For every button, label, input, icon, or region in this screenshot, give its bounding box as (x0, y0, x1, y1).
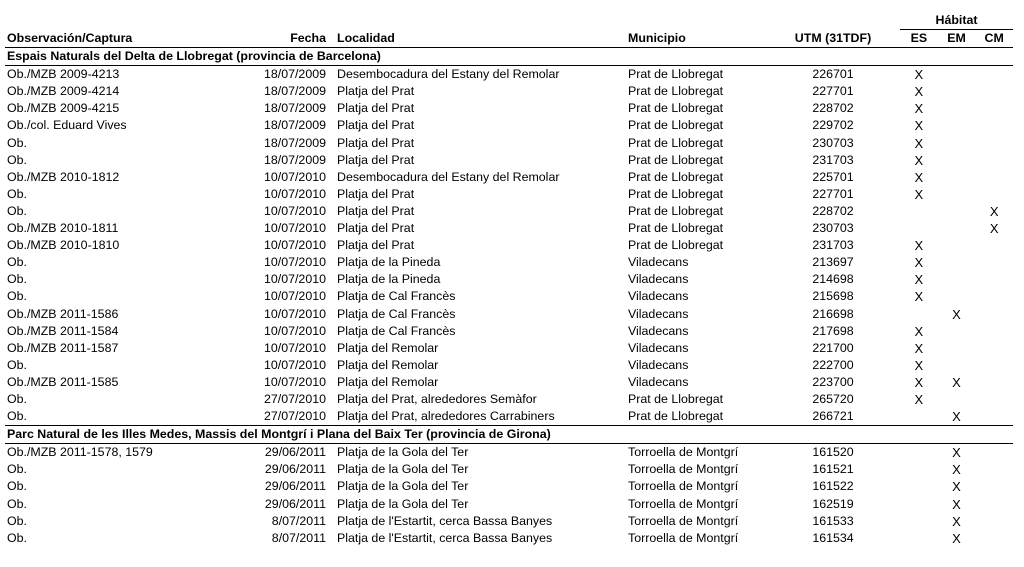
cell-cm (975, 186, 1013, 203)
cell-cm (975, 100, 1013, 117)
cell-utm: 223700 (812, 374, 854, 389)
cell-em: X (952, 513, 961, 529)
cell-municipio: Prat de Llobregat (628, 186, 724, 201)
cell-fecha: 29/06/2011 (264, 462, 326, 477)
cell-municipio: Viladecans (628, 374, 689, 389)
table-row (5, 444, 1013, 462)
table-row (5, 203, 1013, 220)
cell-utm: 226701 (812, 67, 854, 82)
table-row (5, 374, 1013, 391)
cell-es: X (914, 101, 924, 117)
cell-fecha: 18/07/2009 (263, 67, 326, 82)
cell-cm: X (989, 221, 999, 237)
table-row (5, 496, 1013, 513)
cell-utm: 230703 (812, 221, 854, 236)
cell-em (938, 203, 976, 220)
cell-em: X (952, 445, 961, 461)
cell-fecha: 10/07/2010 (263, 357, 326, 372)
cell-observacion: Ob./MZB 2009-4213 (7, 67, 120, 82)
cell-fecha: 8/07/2011 (271, 513, 326, 528)
cell-fecha: 18/07/2009 (263, 118, 326, 133)
cell-municipio: Prat de Llobregat (628, 101, 724, 116)
cell-cm (975, 444, 1013, 462)
cell-municipio: Prat de Llobregat (628, 67, 724, 82)
cell-utm: 231703 (812, 152, 854, 167)
cell-fecha: 10/07/2010 (263, 255, 326, 270)
cell-cm (975, 117, 1013, 134)
cell-es (900, 478, 938, 495)
cell-localidad: Platja de la Gola del Ter (337, 479, 469, 494)
cell-municipio: Torroella de Montgrí (628, 496, 739, 511)
cell-es: X (914, 84, 924, 100)
cell-utm: 215698 (812, 289, 854, 304)
cell-es: X (914, 357, 924, 373)
cell-localidad: Platja del Prat (337, 203, 415, 218)
cell-cm (975, 513, 1013, 530)
cell-em (938, 340, 976, 357)
cell-es: X (914, 323, 924, 339)
cell-fecha: 8/07/2011 (271, 530, 326, 545)
cell-municipio: Viladecans (628, 272, 689, 287)
cell-es (900, 496, 938, 513)
cell-es: X (914, 169, 924, 185)
cell-es: X (914, 340, 924, 356)
table-row (5, 288, 1013, 305)
cell-municipio: Viladecans (628, 323, 689, 338)
cell-observacion: Ob. (7, 513, 27, 528)
cell-observacion: Ob./MZB 2009-4214 (7, 84, 120, 99)
cell-cm (975, 169, 1013, 186)
cell-fecha: 10/07/2010 (263, 289, 326, 304)
cell-em: X (952, 479, 961, 495)
cell-em: X (952, 306, 961, 322)
cell-cm (975, 135, 1013, 152)
cell-municipio: Prat de Llobregat (628, 169, 724, 184)
cell-cm: X (989, 203, 999, 219)
cell-cm (975, 391, 1013, 408)
header-fecha: Fecha (207, 30, 337, 48)
cell-localidad: Platja del Prat (337, 238, 415, 253)
cell-es (900, 530, 938, 547)
table-row (5, 271, 1013, 288)
cell-em (938, 357, 976, 374)
cell-observacion: Ob. (7, 203, 27, 218)
table-row (5, 220, 1013, 237)
cell-localidad: Platja de l'Estartit, cerca Bassa Banyes (337, 530, 553, 545)
cell-utm: 228702 (812, 203, 854, 218)
cell-cm (975, 408, 1013, 426)
cell-municipio: Prat de Llobregat (628, 221, 724, 236)
cell-localidad: Platja del Prat, alrededores Semàfor (337, 391, 537, 406)
table-row (5, 530, 1013, 547)
cell-fecha: 18/07/2009 (263, 135, 326, 150)
cell-fecha: 10/07/2010 (263, 186, 326, 201)
cell-es: X (914, 391, 924, 407)
cell-es: X (914, 255, 924, 271)
cell-fecha: 10/07/2010 (263, 323, 326, 338)
cell-es: X (914, 67, 924, 83)
cell-es (900, 444, 938, 462)
table-row (5, 186, 1013, 203)
cell-municipio: Viladecans (628, 306, 689, 321)
cell-municipio: Torroella de Montgrí (628, 462, 739, 477)
cell-em (938, 391, 976, 408)
cell-observacion: Ob. (7, 391, 27, 406)
cell-observacion: Ob. (7, 186, 27, 201)
header-municipio: Municipio (628, 30, 766, 48)
table-row (5, 83, 1013, 100)
cell-em (938, 288, 976, 305)
cell-localidad: Platja de Cal Francès (337, 323, 456, 338)
cell-observacion: Ob./MZB 2010-1811 (7, 221, 119, 236)
cell-fecha: 29/06/2011 (264, 496, 326, 511)
cell-es (900, 220, 938, 237)
observations-table (5, 11, 1013, 547)
cell-utm: 161520 (812, 445, 854, 460)
cell-es: X (914, 118, 924, 134)
cell-observacion: Ob./MZB 2011-1586 (7, 306, 119, 321)
column-header-row (5, 30, 1013, 48)
cell-cm (975, 306, 1013, 323)
cell-em (938, 100, 976, 117)
cell-municipio: Prat de Llobregat (628, 118, 724, 133)
cell-municipio: Prat de Llobregat (628, 152, 724, 167)
cell-observacion: Ob./MZB 2011-1585 (7, 374, 119, 389)
cell-observacion: Ob. (7, 289, 27, 304)
table-row (5, 100, 1013, 117)
cell-municipio: Prat de Llobregat (628, 391, 724, 406)
cell-municipio: Viladecans (628, 357, 689, 372)
cell-em (938, 186, 976, 203)
table-row (5, 66, 1013, 84)
header-cm: CM (975, 30, 1013, 48)
cell-utm: 265720 (812, 391, 854, 406)
cell-observacion: Ob. (7, 255, 27, 270)
cell-fecha: 10/07/2010 (263, 169, 326, 184)
cell-observacion: Ob. (7, 135, 27, 150)
cell-es: X (914, 289, 924, 305)
cell-utm: 161533 (812, 513, 854, 528)
cell-observacion: Ob. (7, 530, 27, 545)
cell-es (900, 408, 938, 426)
cell-observacion: Ob. (7, 272, 27, 287)
table-row (5, 323, 1013, 340)
cell-em (938, 271, 976, 288)
cell-em: X (952, 374, 961, 390)
cell-em: X (952, 409, 961, 425)
cell-localidad: Platja de la Gola del Ter (337, 462, 469, 477)
cell-localidad: Platja de Cal Francès (337, 306, 456, 321)
cell-cm (975, 478, 1013, 495)
cell-cm (975, 254, 1013, 271)
habitat-group-header: Hábitat (900, 11, 1013, 30)
cell-em (938, 117, 976, 134)
cell-es (900, 306, 938, 323)
cell-observacion: Ob. (7, 462, 27, 477)
cell-localidad: Platja del Prat (337, 152, 415, 167)
section-title: Espais Naturals del Delta de Llobregat (provincia de Barcelona) (5, 48, 1013, 66)
cell-fecha: 10/07/2010 (263, 306, 326, 321)
header-utm: UTM (31TDF) (766, 30, 900, 48)
cell-localidad: Platja de la Pineda (337, 255, 441, 270)
cell-utm: 266721 (812, 409, 854, 424)
table-row (5, 306, 1013, 323)
cell-fecha: 10/07/2010 (263, 374, 326, 389)
table-row (5, 135, 1013, 152)
cell-localidad: Platja del Prat (337, 135, 415, 150)
cell-municipio: Torroella de Montgrí (628, 445, 739, 460)
cell-municipio: Viladecans (628, 289, 689, 304)
cell-cm (975, 152, 1013, 169)
cell-es: X (914, 186, 924, 202)
table-row (5, 513, 1013, 530)
cell-utm: 227701 (812, 84, 854, 99)
cell-em (938, 169, 976, 186)
cell-fecha: 18/07/2009 (263, 84, 326, 99)
cell-municipio: Prat de Llobregat (628, 135, 724, 150)
cell-localidad: Platja del Remolar (337, 357, 439, 372)
cell-localidad: Platja de Cal Francès (337, 289, 456, 304)
cell-utm: 161534 (812, 530, 854, 545)
cell-observacion: Ob. (7, 496, 27, 511)
cell-municipio: Prat de Llobregat (628, 84, 724, 99)
table-row (5, 237, 1013, 254)
table-row (5, 340, 1013, 357)
cell-fecha: 10/07/2010 (263, 238, 326, 253)
cell-utm: 225701 (812, 169, 854, 184)
cell-observacion: Ob. (7, 357, 27, 372)
cell-em (938, 220, 976, 237)
cell-cm (975, 288, 1013, 305)
table-row (5, 408, 1013, 426)
cell-fecha: 10/07/2010 (263, 221, 326, 236)
cell-observacion: Ob./MZB 2010-1812 (7, 169, 120, 184)
cell-observacion: Ob./col. Eduard Vives (7, 118, 127, 133)
cell-localidad: Platja de la Gola del Ter (337, 496, 469, 511)
cell-em (938, 66, 976, 84)
header-em: EM (938, 30, 976, 48)
cell-es (900, 461, 938, 478)
cell-em (938, 254, 976, 271)
cell-utm: 162519 (812, 496, 854, 511)
cell-localidad: Platja del Prat, alrededores Carrabiners (337, 409, 555, 424)
cell-es: X (914, 374, 924, 390)
table-row (5, 391, 1013, 408)
cell-fecha: 10/07/2010 (263, 203, 326, 218)
cell-localidad: Platja del Prat (337, 84, 415, 99)
cell-cm (975, 530, 1013, 547)
cell-observacion: Ob./MZB 2011-1578, 1579 (7, 445, 153, 460)
cell-municipio: Torroella de Montgrí (628, 479, 739, 494)
table-body (5, 48, 1013, 547)
cell-fecha: 10/07/2010 (263, 340, 326, 355)
cell-cm (975, 237, 1013, 254)
cell-observacion: Ob./MZB 2011-1587 (7, 340, 119, 355)
cell-fecha: 18/07/2009 (263, 101, 326, 116)
cell-es (900, 513, 938, 530)
cell-observacion: Ob. (7, 152, 27, 167)
cell-fecha: 29/06/2011 (264, 479, 326, 494)
cell-localidad: Platja del Prat (337, 101, 415, 116)
cell-em (938, 83, 976, 100)
cell-cm (975, 66, 1013, 84)
cell-localidad: Platja del Prat (337, 186, 415, 201)
table-row (5, 478, 1013, 495)
cell-cm (975, 374, 1013, 391)
cell-utm: 216698 (812, 306, 854, 321)
header-observacion: Observación/Captura (5, 30, 207, 48)
cell-municipio: Prat de Llobregat (628, 238, 724, 253)
table-row (5, 461, 1013, 478)
table-row (5, 169, 1013, 186)
cell-localidad: Platja del Remolar (337, 340, 439, 355)
cell-fecha: 10/07/2010 (263, 272, 326, 287)
cell-utm: 161522 (812, 479, 854, 494)
cell-cm (975, 323, 1013, 340)
cell-em: X (952, 530, 961, 546)
cell-em (938, 323, 976, 340)
table-row (5, 117, 1013, 134)
cell-utm: 229702 (812, 118, 854, 133)
cell-observacion: Ob./MZB 2009-4215 (7, 101, 120, 116)
cell-localidad: Platja del Prat (337, 221, 415, 236)
cell-municipio: Torroella de Montgrí (628, 513, 739, 528)
cell-utm: 230703 (812, 135, 854, 150)
cell-utm: 221700 (812, 340, 854, 355)
cell-utm: 217698 (812, 323, 854, 338)
cell-localidad: Platja del Remolar (337, 374, 439, 389)
cell-es: X (914, 152, 924, 168)
cell-utm: 214698 (812, 272, 854, 287)
header-es: ES (900, 30, 938, 48)
cell-observacion: Ob. (7, 409, 27, 424)
cell-cm (975, 461, 1013, 478)
cell-utm: 222700 (812, 357, 854, 372)
cell-localidad: Platja de la Gola del Ter (337, 445, 469, 460)
cell-em (938, 152, 976, 169)
cell-es: X (914, 238, 924, 254)
cell-municipio: Torroella de Montgrí (628, 530, 739, 545)
section-header-row (5, 48, 1013, 66)
cell-es: X (914, 272, 924, 288)
cell-localidad: Desembocadura del Estany del Remolar (337, 67, 560, 82)
cell-utm: 228702 (812, 101, 854, 116)
cell-localidad: Platja de l'Estartit, cerca Bassa Banyes (337, 513, 553, 528)
cell-fecha: 18/07/2009 (263, 152, 326, 167)
cell-fecha: 27/07/2010 (263, 409, 326, 424)
cell-cm (975, 357, 1013, 374)
cell-es (900, 203, 938, 220)
table-row (5, 357, 1013, 374)
section-title: Parc Natural de les Illes Medes, Massis del Montgrí i Plana del Baix Ter (provincia de Girona) (5, 426, 1013, 444)
cell-em: X (952, 462, 961, 478)
cell-localidad: Desembocadura del Estany del Remolar (337, 169, 560, 184)
cell-em (938, 237, 976, 254)
cell-em (938, 135, 976, 152)
header-localidad: Localidad (337, 30, 628, 48)
section-header-row (5, 426, 1013, 444)
cell-municipio: Prat de Llobregat (628, 203, 724, 218)
cell-municipio: Viladecans (628, 255, 689, 270)
table-row (5, 254, 1013, 271)
cell-es: X (914, 135, 924, 151)
cell-municipio: Viladecans (628, 340, 689, 355)
cell-utm: 231703 (812, 238, 854, 253)
cell-cm (975, 271, 1013, 288)
group-header-row (5, 11, 1013, 30)
cell-utm: 213697 (812, 255, 854, 270)
cell-fecha: 29/06/2011 (264, 445, 326, 460)
cell-fecha: 27/07/2010 (263, 391, 326, 406)
table-row (5, 152, 1013, 169)
cell-cm (975, 340, 1013, 357)
cell-utm: 227701 (812, 186, 854, 201)
cell-utm: 161521 (812, 462, 854, 477)
cell-em: X (952, 496, 961, 512)
cell-localidad: Platja del Prat (337, 118, 415, 133)
cell-municipio: Prat de Llobregat (628, 409, 724, 424)
cell-localidad: Platja de la Pineda (337, 272, 441, 287)
cell-cm (975, 83, 1013, 100)
cell-observacion: Ob./MZB 2011-1584 (7, 323, 119, 338)
cell-observacion: Ob. (7, 479, 27, 494)
cell-observacion: Ob./MZB 2010-1810 (7, 238, 120, 253)
cell-cm (975, 496, 1013, 513)
